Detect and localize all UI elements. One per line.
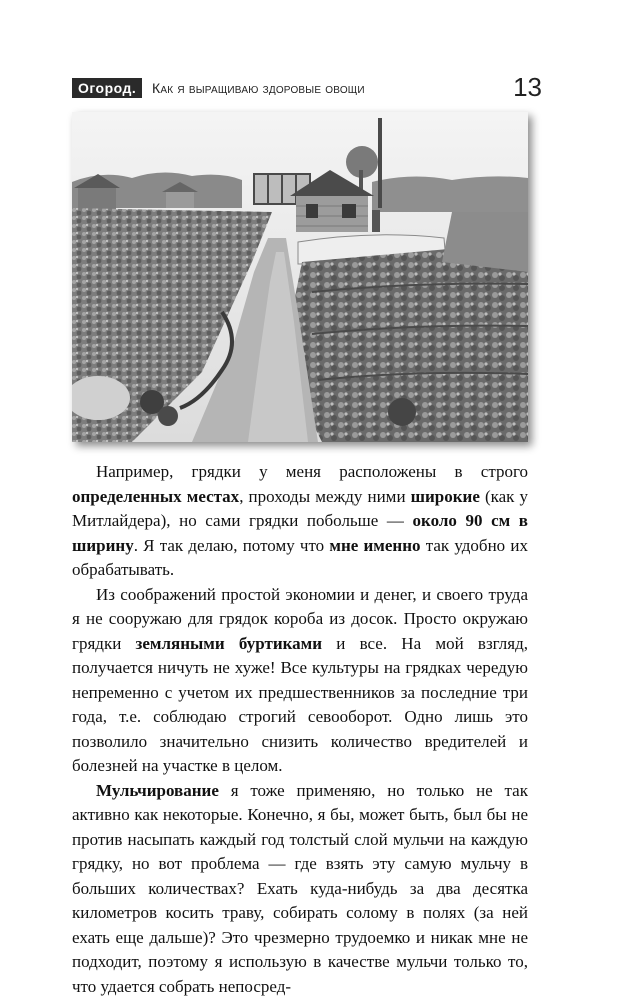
bold-phrase: широкие: [410, 486, 480, 506]
bold-phrase: мне именно: [329, 535, 421, 555]
text-run: я тоже применяю, но только не так активно как некоторые. Конечно, я бы, может быть, был бы не против насыпать каждый год толстый слой мульчи на каждую грядку, но вот проблема — где взять эту самую мульчу в больших количествах? Ехать куда-нибудь за два десятка километров косить траву, собирать солому в полях (за ней ехать еще дальше)? Это чрезмерно трудоемко и никак мне не подходит, поэтому я использую в качестве мульчи только то, что удается собрать непосред-: [72, 780, 528, 996]
bold-phrase: Мульчирование: [96, 780, 219, 800]
text-run: , проходы между ними: [239, 486, 411, 506]
garden-photo: [72, 112, 528, 442]
text-run: . Я так делаю, потому что: [133, 535, 330, 555]
paragraph: [72, 460, 528, 583]
section-badge: Огород.: [72, 78, 142, 98]
running-header: [72, 72, 542, 104]
running-title: Как я выращиваю здоровые овощи: [152, 80, 365, 96]
text-run: (как у Митлайдера), но сами грядки побольше —: [72, 486, 529, 530]
text-run: так удобно их обрабатывать.: [72, 535, 528, 579]
text-run: и все. На мой взгляд, получается ничуть не хуже! Все культуры на грядках чередую непременно с учетом их предшественников за последние три года, т.е. соблюдаю строгий севооборот. Одно лишь это позволило значительно снизить количество вредителей и болезней на участке в целом.: [72, 633, 528, 775]
text-run: Например, грядки у меня расположены в строго: [96, 462, 528, 481]
bold-phrase: около 90 см в ширину: [72, 511, 528, 555]
body-text: [72, 460, 528, 999]
bold-phrase: земляными буртиками: [135, 633, 323, 653]
text-run: Из соображений простой экономии и денег, и своего труда я не сооружаю для грядок короба из досок. Просто окружаю грядки: [72, 584, 528, 653]
paragraph: [72, 583, 528, 779]
page-number: 13: [513, 72, 542, 102]
paragraph: [72, 779, 528, 1000]
garden-photo-illustration: [72, 112, 528, 442]
bold-phrase: определенных местах: [72, 486, 240, 506]
